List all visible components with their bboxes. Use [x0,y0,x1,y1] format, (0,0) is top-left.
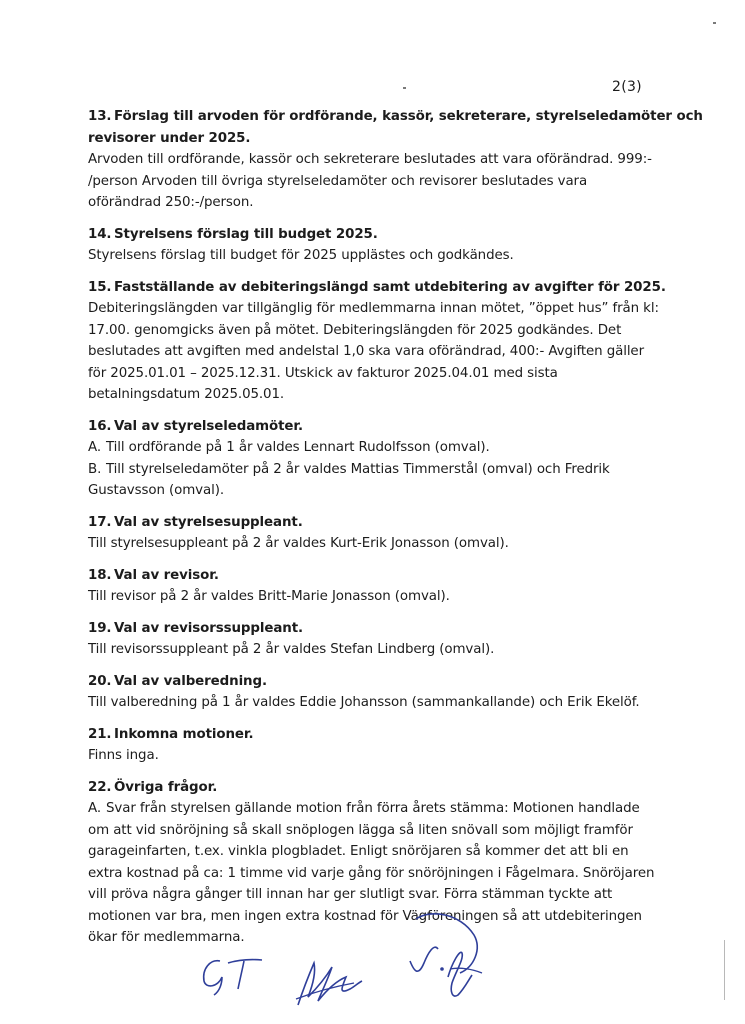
sub-item-line [88,841,648,863]
section-heading [88,512,648,534]
section-title: Val av styrelsesuppleant. [114,514,303,530]
body-line: Debiteringslängden var tillgänglig för medlemmarna innan mötet, ”öppet hus” från kl: [88,301,659,316]
body-line: betalningsdatum 2025.05.01. [88,387,285,402]
section-title: Val av styrelseledamöter. [114,418,303,434]
section-14 [88,224,648,267]
section-heading [88,224,648,246]
section-title: Inkomna motioner. [114,726,254,742]
signature-handwritten-3 [390,905,500,1005]
sub-item-text: ökar för medlemmarna. [88,930,245,945]
section-number: 19. [88,620,112,636]
body-line: Till revisor på 2 år valdes Britt-Marie Jonasson (omval). [88,589,450,604]
section-title: Förslag till arvoden för ordförande, kassör, sekreterare, styrelseledamöter och [114,109,703,124]
body-line: 17.00. genomgicks även på mötet. Debiteringslängden för 2025 godkändes. Det [88,322,622,338]
sub-item-line [88,820,648,842]
section-heading [88,671,648,693]
body-line: Till revisorssuppleant på 2 år valdes Stefan Lindberg (omval). [88,642,495,657]
sub-item-line [88,798,648,820]
section-number: 20. [88,673,112,689]
section-title: Val av valberedning. [114,673,267,689]
section-heading [88,106,703,128]
section-number: 14. [88,226,112,242]
body-line: Arvoden till ordförande, kassör och sekreterare beslutades att vara oförändrad. 999:- [88,152,652,167]
section-number: 21. [88,726,112,742]
sub-item-label: A. [88,440,101,455]
section-number: 15. [88,279,112,295]
sub-item [88,437,648,459]
signatures [190,905,510,1015]
section-title: Styrelsens förslag till budget 2025. [114,226,378,242]
body-line: Styrelsens förslag till budget för 2025 upplästes och godkändes. [88,248,514,263]
sub-item-text: om att vid snöröjning så skall snöplogen lägga så liten snövall som möjligt framför [88,822,633,838]
section-heading [88,277,666,299]
signature-handwritten-2 [288,953,368,1009]
scan-edge-right [724,940,725,1000]
sub-item-text: vill pröva några gånger till innan har ger slutligt svar. Förra stämman tyckte att [88,887,613,902]
sub-item-text: garageinfarten, t.ex. vinkla plogbladet. Enligt snöröjaren så kommer det att bli en [88,844,629,859]
body-line: för 2025.01.01 – 2025.12.31. Utskick av fakturor 2025.04.01 med sista [88,365,558,381]
body-line: Till valberedning på 1 år valdes Eddie Johansson (sammankallande) och Erik Ekelöf. [88,695,640,710]
section-heading [88,724,648,746]
sub-item-label: A. [88,801,101,816]
sub-item-line [88,863,655,885]
section-title: Fastställande av debiteringslängd samt utdebitering av avgifter för 2025. [114,279,666,295]
body-line: Till styrelsesuppleant på 2 år valdes Kurt-Erik Jonasson (omval). [88,536,509,551]
section-number: 13. [88,109,112,124]
body-line: oförändrad 250:-/person. [88,195,254,210]
sub-item-text: motionen var bra, men ingen extra kostnad för Vägföreningen så att utdebiteringen [88,908,642,924]
sub-item-label: B. [88,461,102,477]
section-18 [88,565,648,608]
section-title: Val av revisor. [114,567,219,583]
page-number: 2(3) [612,79,642,95]
sub-item-line [88,459,648,481]
sub-item-text: Till styrelseledamöter på 2 år valdes Mattias Timmerstål (omval) och Fredrik [106,461,610,477]
section-title: Val av revisorssuppleant. [114,620,303,636]
section-20 [88,671,648,714]
section-16 [88,416,648,502]
sub-item [88,459,648,502]
section-title: revisorer under 2025. [88,130,251,146]
section-heading [88,416,648,438]
body-line: beslutades att avgiften med andelstal 1,0 ska vara oförändrad, 400:- Avgiften gäller [88,344,644,359]
section-21 [88,724,648,767]
section-number: 17. [88,514,112,530]
body-line: Finns inga. [88,748,159,763]
sub-item-text: Gustavsson (omval). [88,483,225,498]
section-heading [88,128,648,150]
section-heading [88,618,648,640]
section-19 [88,618,648,661]
sub-item-text: extra kostnad på ca: 1 timme vid varje gång för snöröjningen i Fågelmara. Snöröjaren [88,865,655,881]
scan-mark-top-right [713,22,716,24]
scan-mark-top [403,87,406,89]
sub-item-line [88,884,648,906]
section-heading [88,565,648,587]
sub-item-line [88,480,648,502]
body-line: /person Arvoden till övriga styrelseledamöter och revisorer beslutades vara [88,173,588,189]
section-heading [88,777,648,799]
section-17 [88,512,648,555]
sub-item-text: Svar från styrelsen gällande motion från förra årets stämma: Motionen handlade [106,801,640,816]
sub-item-line [88,437,648,459]
section-15 [88,277,666,406]
section-number: 18. [88,567,112,583]
section-number: 22. [88,779,112,795]
section-title: Övriga frågor. [114,779,218,795]
signature-initials-gt [198,947,268,997]
minutes-body [88,106,703,959]
section-13 [88,106,703,214]
sub-item-text: Till ordförande på 1 år valdes Lennart Rudolfsson (omval). [106,440,490,455]
section-number: 16. [88,418,112,434]
